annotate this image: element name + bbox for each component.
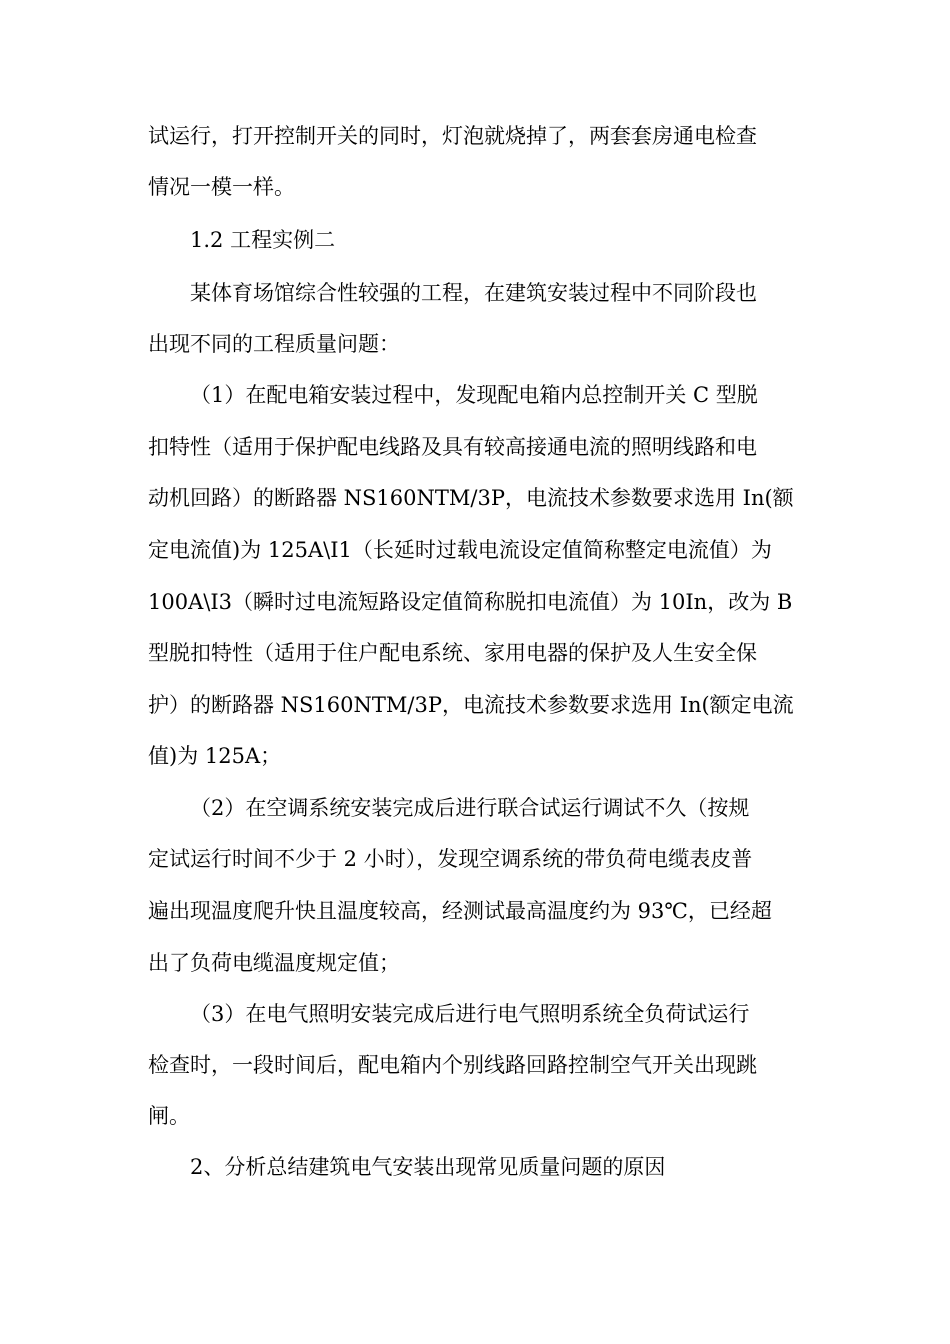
text-line: 扣特性（适用于保护配电线路及具有较高接通电流的照明线路和电 — [148, 435, 757, 459]
text-line: 试运行，打开控制开关的同时，灯泡就烧掉了，两套套房通电检查 — [148, 124, 757, 148]
text-line: 定试运行时间不少于 2 小时），发现空调系统的带负荷电缆表皮普 — [148, 847, 753, 871]
text-line: （3）在电气照明安装完成后进行电气照明系统全负荷试运行 — [190, 1002, 750, 1026]
text-line: 出现不同的工程质量问题： — [148, 332, 400, 356]
text-line: 检查时，一段时间后，配电箱内个别线路回路控制空气开关出现跳 — [148, 1053, 757, 1077]
section-heading: 1.2 工程实例二 — [190, 228, 336, 252]
text-line: （1）在配电箱安装过程中，发现配电箱内总控制开关 C 型脱 — [190, 383, 758, 407]
text-line: 护）的断路器 NS160NTM/3P，电流技术参数要求选用 In(额定电流 — [148, 693, 794, 717]
text-line: （2）在空调系统安装完成后进行联合试运行调试不久（按规 — [190, 796, 750, 820]
text-line: 闸。 — [148, 1104, 190, 1128]
text-line: 出了负荷电缆温度规定值； — [148, 951, 400, 975]
section-heading: 2、分析总结建筑电气安装出现常见质量问题的原因 — [190, 1155, 666, 1179]
text-line: 遍出现温度爬升快且温度较高，经测试最高温度约为 93℃，已经超 — [148, 899, 772, 923]
text-line: 值)为 125A； — [148, 744, 282, 768]
text-line: 某体育场馆综合性较强的工程，在建筑安装过程中不同阶段也 — [190, 281, 757, 305]
text-line: 型脱扣特性（适用于住户配电系统、家用电器的保护及人生安全保 — [148, 641, 757, 665]
text-line: 情况一模一样。 — [148, 175, 295, 199]
text-line: 动机回路）的断路器 NS160NTM/3P，电流技术参数要求选用 In(额 — [148, 486, 794, 510]
text-line: 100A\I3（瞬时过电流短路设定值简称脱扣电流值）为 10In，改为 B — [148, 590, 793, 614]
text-line: 定电流值)为 125A\I1（长延时过载电流设定值简称整定电流值）为 — [148, 538, 772, 562]
